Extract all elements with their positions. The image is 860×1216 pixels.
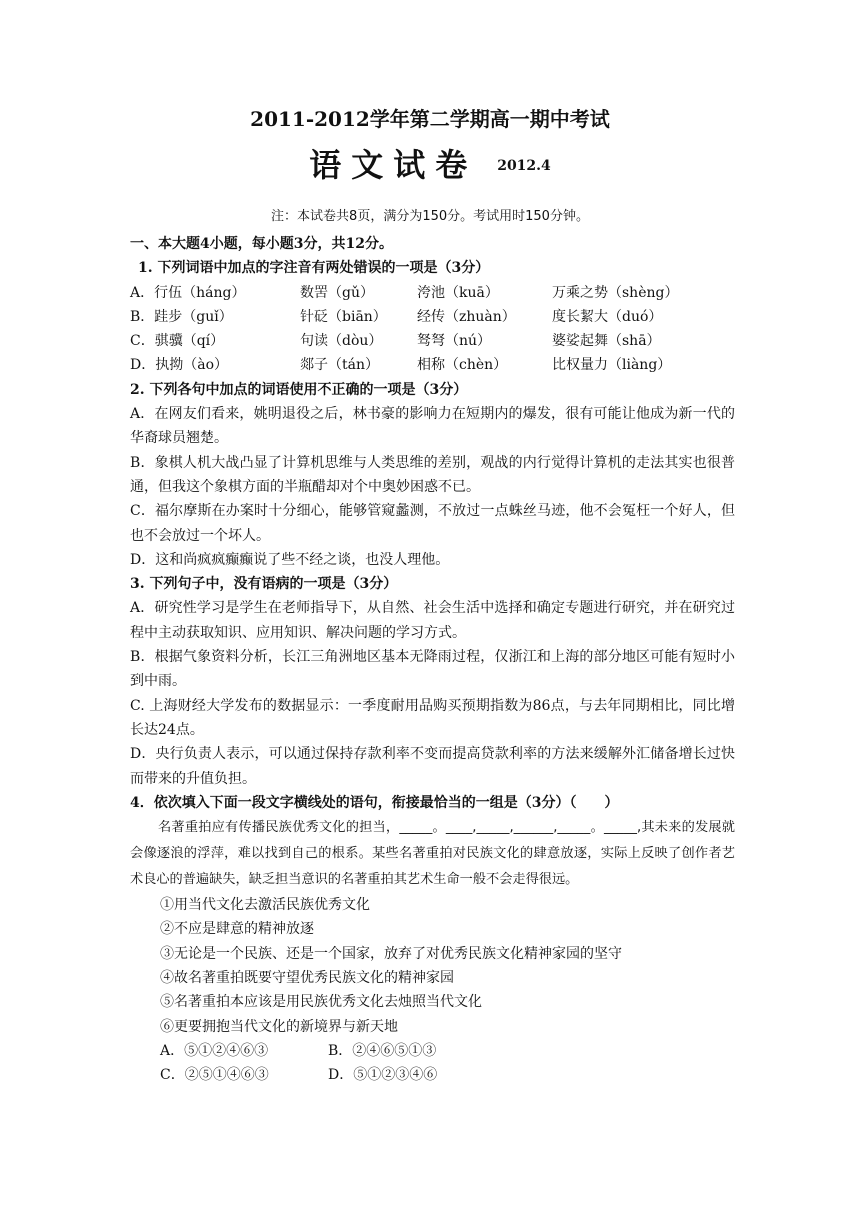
option-row <box>130 353 735 377</box>
question-2-option-c: C．福尔摩斯在办案时十分细心，能够管窥蠡测，不放过一点蛛丝马迹，他不会冤枉一个好人，但也不会放过一个坏人。 <box>130 503 735 544</box>
questions <box>130 232 735 1088</box>
option-cell: 洿池（kuā） <box>417 284 499 301</box>
option-cell: 郯子（tán） <box>300 357 379 374</box>
subject-line <box>0 140 860 186</box>
exam-title: 2011-2012学年第二学期高一期中考试 <box>250 107 610 131</box>
question-4-option-a: A．⑤①②④⑥③ <box>160 1042 269 1059</box>
question-4-item: ⑥更要拥抱当代文化的新境界与新天地 <box>160 1018 398 1035</box>
option-cell: 经传（zhuàn） <box>417 308 516 325</box>
option-cell: 度长絜大（duó） <box>552 308 663 325</box>
question-4-stem: 4．依次填入下面一段文字横线处的语句，衔接最恰当的一组是（3分）（ ） <box>130 794 619 811</box>
option-row <box>130 329 735 353</box>
option-cell: D．执拗（ào） <box>130 357 228 374</box>
option-cell: 比权量力（liàng） <box>552 357 672 374</box>
question-4-item: ③无论是一个民族、还是一个国家，放弃了对优秀民族文化精神家园的坚守 <box>160 945 622 962</box>
question-2-option-a: A．在网友们看来，姚明退役之后，林书豪的影响力在短期内的爆发，很有可能让他成为新一代的华裔球员翘楚。 <box>130 406 735 447</box>
question-3-option-d: D．央行负责人表示，可以通过保持存款利率不变而提高贷款利率的方法来缓解外汇储备增长过快而带来的升值负担。 <box>130 746 735 787</box>
option-row <box>130 305 735 329</box>
subject-title: 语文试卷 <box>309 146 478 184</box>
question-3-option-a: A．研究性学习是学生在老师指导下，从自然、社会生活中选择和确定专题进行研究，并在研究过程中主动获取知识、应用知识、解决问题的学习方式。 <box>130 600 735 641</box>
option-cell: 驽弩（nú） <box>417 333 492 350</box>
question-4-item: ②不应是肆意的精神放逐 <box>160 921 314 938</box>
option-row <box>130 281 735 305</box>
question-4-item: ④故名著重拍既要守望优秀民族文化的精神家园 <box>160 970 454 987</box>
question-3-option-c: C. 上海财经大学发布的数据显示：一季度耐用品购买预期指数为86点，与去年同期相比，同比增长达24点。 <box>130 697 735 738</box>
option-cell: A．行伍（háng） <box>130 284 246 301</box>
question-2-stem: 2. 下列各句中加点的词语使用不正确的一项是（3分） <box>130 381 468 398</box>
question-2-option-d: D．这和尚疯疯癫癫说了些不经之谈，也没人理他。 <box>130 551 450 568</box>
question-3-option-b: B．根据气象资料分析，长江三角洲地区基本无降雨过程，仅浙江和上海的部分地区可能有短时小到中雨。 <box>130 649 735 690</box>
section-heading: 一、本大题4小题，每小题3分，共12分。 <box>130 236 393 252</box>
question-4-passage: 名著重拍应有传播民族优秀文化的担当，_____。____,_____,______,_____。_____,其未来的发展就会像逐浪的浮萍，难以找到自己的根系。某些名著重拍对民族文化的肆意放逐，实际上反映了创作者艺术良心的普遍缺失，缺乏担当意识的名著重拍其艺术生命一般不会走得很远。 <box>130 820 735 888</box>
option-cell: C．骐骥（qí） <box>130 333 225 350</box>
option-cell: 婆娑起舞（shā） <box>552 333 661 350</box>
option-cell: 句读（dòu） <box>300 333 383 350</box>
question-4-options-row <box>130 1063 735 1087</box>
question-4-option-b: B．②④⑥⑤①③ <box>328 1042 437 1059</box>
question-4-item: ①用当代文化去激活民族优秀文化 <box>160 897 370 914</box>
question-4-option-d: D．⑤①②③④⑥ <box>328 1067 438 1084</box>
question-4-item: ⑤名著重拍本应该是用民族优秀文化去烛照当代文化 <box>160 994 482 1011</box>
option-cell: B．跬步（guǐ） <box>130 308 233 325</box>
question-3-stem: 3. 下列句子中，没有语病的一项是（3分） <box>130 576 398 593</box>
option-cell: 数罟（gǔ） <box>300 284 374 301</box>
question-4-option-c: C．②⑤①④⑥③ <box>160 1067 269 1084</box>
question-2-option-b: B．象棋人机大战凸显了计算机思维与人类思维的差别，观战的内行觉得计算机的走法其实也很普通，但我这个象棋方面的半瓶醋却对个中奥妙困惑不已。 <box>130 454 735 495</box>
question-1-stem: 1. 下列词语中加点的字注音有两处错误的一项是（3分） <box>138 260 490 277</box>
option-cell: 针砭（biān） <box>300 308 387 325</box>
exam-date: 2012.4 <box>497 158 551 174</box>
question-1-options <box>130 281 735 378</box>
option-cell: 万乘之势（shèng） <box>552 284 679 301</box>
exam-note: 注：本试卷共8页，满分为150分。考试用时150分钟。 <box>271 209 589 224</box>
question-4-options-row <box>130 1039 735 1063</box>
option-cell: 相称（chèn） <box>417 357 508 374</box>
